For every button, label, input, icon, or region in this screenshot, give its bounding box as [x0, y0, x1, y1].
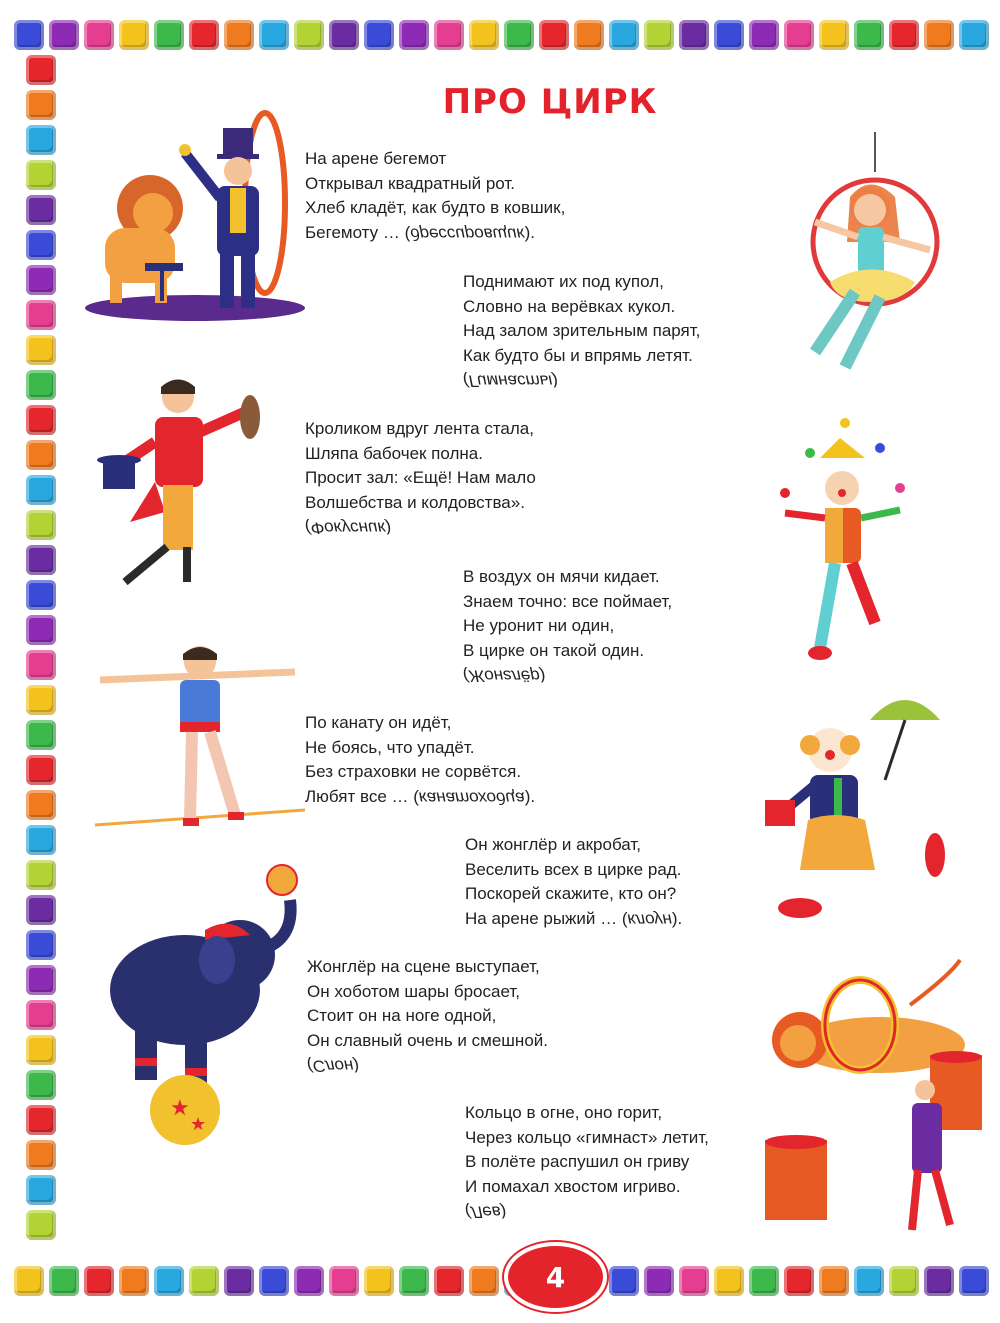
poem-line: Стоит он на ноге одной, — [307, 1006, 497, 1025]
gem-decoration — [14, 20, 44, 50]
poem-line: Кольцо в огне, оно горит, — [465, 1103, 663, 1122]
poem-line: Знаем точно: все поймает, — [463, 591, 673, 611]
gem-decoration — [294, 20, 324, 50]
gem-decoration — [224, 1266, 254, 1296]
poem-line: Жонглёр на сцене выступает, — [307, 957, 540, 976]
clown-illustration — [760, 680, 950, 920]
poem-line: Поскорей скажите, кто он? — [465, 884, 677, 903]
poem-line: Хлеб кладёт, как будто в ковшик, — [305, 198, 566, 217]
riddle-poem — [307, 955, 548, 1078]
gem-decoration — [259, 20, 289, 50]
poem-line: Через кольцо «гимнаст» летит, — [465, 1127, 709, 1147]
poem-line: В цирке он такой один. — [463, 640, 645, 660]
gem-decoration — [469, 1266, 499, 1296]
jester-juggler-illustration — [770, 418, 915, 668]
lion-tamer-illustration — [75, 108, 305, 323]
poem-line: Словно на верёвках кукол. — [463, 296, 676, 316]
gem-decoration — [26, 755, 56, 785]
gem-decoration — [26, 1000, 56, 1030]
gem-decoration — [26, 440, 56, 470]
gem-decoration — [84, 20, 114, 50]
gem-decoration — [504, 20, 534, 50]
gem-decoration — [26, 1210, 56, 1240]
poem-line: Бегемоту … (дрессировщик). — [305, 222, 535, 243]
gem-decoration — [26, 300, 56, 330]
gem-decoration — [434, 20, 464, 50]
gem-decoration — [889, 1266, 919, 1296]
tightrope-walker-illustration — [95, 640, 305, 840]
gem-decoration — [329, 1266, 359, 1296]
gem-decoration — [26, 860, 56, 890]
gem-decoration — [329, 20, 359, 50]
riddle-answer: (Слон) — [307, 1056, 359, 1076]
gem-decoration — [714, 1266, 744, 1296]
gem-decoration — [539, 20, 569, 50]
gem-decoration — [294, 1266, 324, 1296]
poem-line: Поднимают их под купол, — [463, 272, 664, 291]
poem-line: Открывал квадратный рот. — [305, 173, 516, 193]
gem-decoration — [26, 265, 56, 295]
poem-line: Шляпа бабочек полна. — [305, 443, 483, 463]
riddle-answer: (Гимнасты) — [463, 371, 558, 391]
gem-decoration — [26, 930, 56, 960]
svg-text:★: ★ — [170, 1095, 190, 1120]
gem-decoration — [26, 510, 56, 540]
gem-decoration — [749, 1266, 779, 1296]
gem-decoration — [399, 1266, 429, 1296]
gem-decoration — [26, 1070, 56, 1100]
gem-decoration — [959, 1266, 989, 1296]
gem-decoration — [26, 195, 56, 225]
poem-line: Над залом зрительным парят, — [463, 321, 701, 340]
riddle-answer: (Фокусник) — [305, 518, 392, 538]
gem-decoration — [679, 20, 709, 50]
poem-line: И помахал хвостом игриво. — [465, 1176, 681, 1196]
gem-decoration — [26, 335, 56, 365]
poem-line: Кроликом вдруг лента стала, — [305, 419, 534, 438]
gem-decoration — [26, 1175, 56, 1205]
gem-decoration — [924, 20, 954, 50]
poem-line: На арене бегемот — [305, 149, 447, 168]
gem-decoration — [26, 230, 56, 260]
gem-decoration — [26, 965, 56, 995]
gem-decoration — [924, 1266, 954, 1296]
gem-decoration — [119, 1266, 149, 1296]
poem-line: Любят все … (канатоходца). — [305, 786, 536, 807]
riddle-poem — [465, 1101, 709, 1224]
gem-decoration — [84, 1266, 114, 1296]
poem-line: Как будто бы и впрямь летят. — [463, 345, 693, 365]
poem-line: Он славный очень и смешной. — [307, 1030, 548, 1050]
page-number-badge: 4 — [508, 1246, 603, 1308]
gem-decoration — [819, 1266, 849, 1296]
gem-decoration — [784, 20, 814, 50]
gem-decoration — [749, 20, 779, 50]
page-title: ПРО ЦИРК — [442, 82, 658, 122]
poem-line: Веселить всех в цирке рад. — [465, 859, 682, 879]
gem-decoration — [49, 1266, 79, 1296]
fire-ring-lion-illustration — [760, 955, 985, 1240]
riddle-answer: дрессировщик — [410, 224, 525, 243]
gem-decoration — [119, 20, 149, 50]
gem-decoration — [154, 20, 184, 50]
gem-decoration — [26, 790, 56, 820]
gem-decoration — [49, 20, 79, 50]
gem-decoration — [259, 1266, 289, 1296]
top-gem-border — [0, 20, 1000, 60]
gem-decoration — [574, 20, 604, 50]
poem-line: Не уронит ни один, — [463, 616, 615, 635]
riddle-poem — [305, 147, 565, 245]
gem-decoration — [26, 1140, 56, 1170]
gem-decoration — [189, 20, 219, 50]
gem-decoration — [679, 1266, 709, 1296]
gem-decoration — [399, 20, 429, 50]
elephant-illustration — [85, 860, 300, 1145]
riddle-poem — [465, 833, 682, 931]
gem-decoration — [609, 20, 639, 50]
gem-decoration — [26, 545, 56, 575]
gem-decoration — [644, 1266, 674, 1296]
aerial-gymnast-illustration — [755, 132, 945, 377]
poem-line: В полёте распушил он гриву — [465, 1152, 690, 1171]
gem-decoration — [154, 1266, 184, 1296]
gem-decoration — [854, 20, 884, 50]
svg-text:★: ★ — [190, 1114, 207, 1134]
gem-decoration — [819, 20, 849, 50]
gem-decoration — [26, 650, 56, 680]
riddle-answer: (Лев) — [465, 1202, 507, 1222]
poem-line: Он жонглёр и акробат, — [465, 835, 642, 854]
gem-decoration — [14, 1266, 44, 1296]
poem-line: Он хоботом шары бросает, — [307, 981, 520, 1001]
left-gem-border — [26, 55, 66, 1255]
poem-line: По канату он идёт, — [305, 713, 452, 732]
gem-decoration — [26, 895, 56, 925]
gem-decoration — [224, 20, 254, 50]
gem-decoration — [889, 20, 919, 50]
magician-illustration — [95, 372, 290, 587]
poem-line: Волшебства и колдовства». — [305, 492, 525, 512]
poem-line: Не боясь, что упадёт. — [305, 737, 475, 757]
gem-decoration — [26, 125, 56, 155]
gem-decoration — [26, 615, 56, 645]
gem-decoration — [26, 1105, 56, 1135]
gem-decoration — [26, 370, 56, 400]
gem-decoration — [469, 20, 499, 50]
gem-decoration — [364, 1266, 394, 1296]
poem-line: В воздух он мячи кидает. — [463, 567, 660, 586]
gem-decoration — [26, 1035, 56, 1065]
gem-decoration — [26, 825, 56, 855]
gem-decoration — [189, 1266, 219, 1296]
gem-decoration — [609, 1266, 639, 1296]
gem-decoration — [26, 685, 56, 715]
gem-decoration — [26, 160, 56, 190]
riddle-answer: (Жонглёр) — [463, 666, 546, 686]
gem-decoration — [26, 475, 56, 505]
riddle-answer: канатоходца — [418, 788, 525, 807]
gem-decoration — [854, 1266, 884, 1296]
gem-decoration — [26, 55, 56, 85]
poem-line: Просит зал: «Ещё! Нам мало — [305, 468, 536, 487]
gem-decoration — [26, 405, 56, 435]
gem-decoration — [26, 580, 56, 610]
gem-decoration — [959, 20, 989, 50]
gem-decoration — [644, 20, 674, 50]
poem-line: Без страховки не сорвётся. — [305, 762, 522, 781]
riddle-poem — [463, 565, 672, 688]
gem-decoration — [434, 1266, 464, 1296]
gem-decoration — [364, 20, 394, 50]
riddle-answer: клоун — [627, 910, 672, 929]
poem-line: На арене рыжий … (клоун). — [465, 908, 683, 929]
riddle-poem — [305, 711, 535, 809]
bottom-gem-border — [0, 1266, 1000, 1306]
riddle-poem — [463, 270, 700, 393]
gem-decoration — [26, 720, 56, 750]
riddle-poem — [305, 417, 536, 540]
gem-decoration — [714, 20, 744, 50]
gem-decoration — [784, 1266, 814, 1296]
